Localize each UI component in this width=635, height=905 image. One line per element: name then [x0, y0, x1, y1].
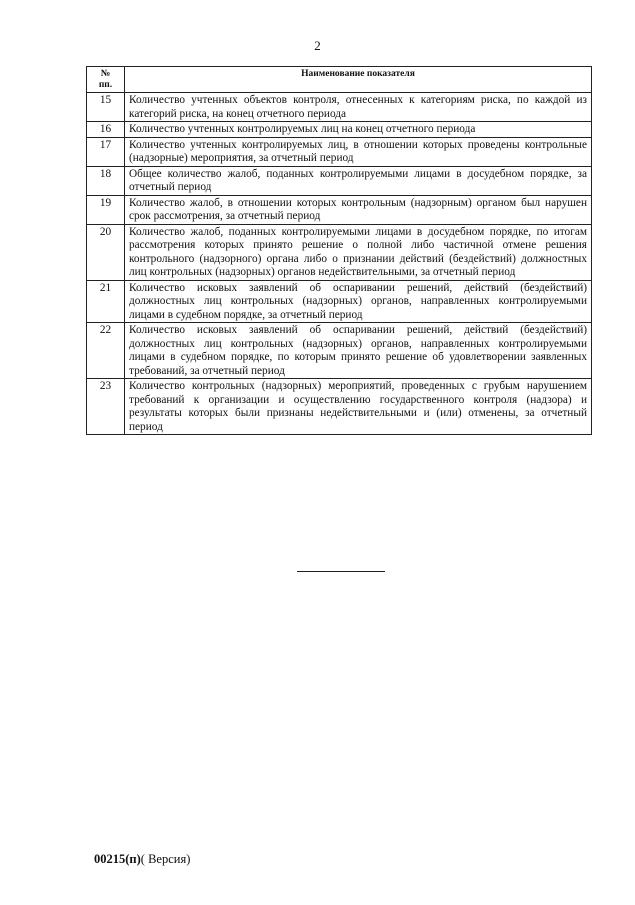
row-number: 19	[87, 195, 125, 224]
table-row	[87, 379, 592, 435]
table-row	[87, 122, 592, 138]
document-code-version: ( Версия)	[140, 852, 191, 866]
page-number: 2	[314, 38, 321, 53]
table-row	[87, 195, 592, 224]
header-indicator-name: Наименование показателя	[125, 67, 592, 93]
row-indicator-text: Количество учтенных контролируемых лиц на конец отчетного периода	[125, 122, 592, 138]
row-number: 17	[87, 137, 125, 166]
row-indicator-text: Количество контрольных (надзорных) мероприятий, проведенных с грубым нарушением требований к организации и осуществлению государственного контроля (надзора) и результаты которых были признаны недействительными и (или) отменены, за отчетный период	[125, 379, 592, 435]
header-number-symbol: №	[100, 69, 111, 79]
row-number: 23	[87, 379, 125, 435]
table-header-row	[87, 67, 592, 93]
row-indicator-text: Общее количество жалоб, поданных контролируемыми лицами в досудебном порядке, за отчетный период	[125, 166, 592, 195]
table-row	[87, 137, 592, 166]
row-number: 21	[87, 280, 125, 323]
row-number: 16	[87, 122, 125, 138]
table-row	[87, 166, 592, 195]
row-indicator-text: Количество учтенных контролируемых лиц, в отношении которых проведены контрольные (надзорные) мероприятия, за отчетный период	[125, 137, 592, 166]
header-number	[87, 67, 125, 93]
header-number-abbrev: пп.	[98, 80, 113, 90]
row-number: 22	[87, 323, 125, 379]
row-indicator-text: Количество исковых заявлений об оспаривании решений, действий (бездействий) должностных лиц контрольных (надзорных) органов, направленных контролируемыми лицами в судебном порядке, по которым принято решение об удовлетворении заявленных требований, за отчетный период	[125, 323, 592, 379]
end-divider-line	[297, 571, 385, 572]
row-number: 20	[87, 224, 125, 280]
table-row	[87, 323, 592, 379]
row-number: 18	[87, 166, 125, 195]
document-code	[94, 852, 190, 867]
row-number: 15	[87, 93, 125, 122]
table-row	[87, 280, 592, 323]
table-row	[87, 224, 592, 280]
row-indicator-text: Количество учтенных объектов контроля, отнесенных к категориям риска, по каждой из категорий риска, на конец отчетного периода	[125, 93, 592, 122]
row-indicator-text: Количество жалоб, в отношении которых контрольным (надзорным) органом был нарушен срок рассмотрения, за отчетный период	[125, 195, 592, 224]
row-indicator-text: Количество исковых заявлений об оспаривании решений, действий (бездействий) должностных лиц контрольных (надзорных) органов, направленных контролируемыми лицами в судебном порядке, за отчетный период	[125, 280, 592, 323]
row-indicator-text: Количество жалоб, поданных контролируемыми лицами в досудебном порядке, по итогам рассмотрения которых принято решение о полной либо частичной отмене решения контрольного (надзорного) органа либо о признании действий (бездействий) должностных лиц контрольных (надзорных) органов недействительными, за отчетный период	[125, 224, 592, 280]
table-row	[87, 93, 592, 122]
document-code-number: 00215(п)	[94, 852, 141, 866]
indicators-table	[86, 66, 592, 435]
